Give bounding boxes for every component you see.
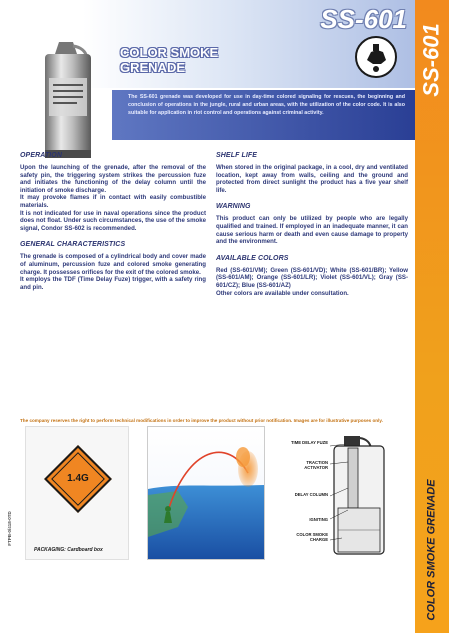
product-title: COLOR SMOKE GRENADE — [120, 45, 219, 75]
packaging-panel — [25, 426, 129, 560]
model-title: SS-601 — [320, 4, 407, 34]
general-paragraph: It employs the TDF (Time Delay Fuze) trigger, with a safety ring and pin. — [20, 276, 206, 291]
side-product-name: COLOR SMOKE GRENADE — [426, 479, 438, 621]
hand-grenade-icon — [357, 38, 395, 76]
side-model-code: SS-601 — [419, 23, 445, 97]
general-heading: GENERAL CHARACTERISTICS — [20, 241, 126, 249]
usage-illustration — [147, 426, 265, 560]
colors-paragraph: Red (SS-601/VM); Green (SS-601/VD); White (SS-601/BR); Yellow (SS-601/AM); Orange (SS-601/LR); Violet (SS-601/VL); Gray (SS-601/CZ); Blue (SS-601/AZ) — [216, 266, 408, 289]
colors-heading: AVAILABLE COLORS — [216, 254, 289, 262]
operation-paragraph: It is not indicated for use in naval operations since the product does not float. Under such circumstances, the use of the smoke signal, Condor SS-602 is recommended. — [20, 209, 206, 232]
soldier-figure — [165, 506, 171, 512]
operation-paragraph: Upon the launching of the grenade, after the removal of the safety pin, the triggering system strikes the percussion fuze and initiates the functioning of the delay column until the initiation of smoke discharge. — [20, 164, 206, 194]
intro-text: The SS-601 grenade was developed for use in day-time colored signaling for rescues, the beginning and conclusion of operations in the jungle, rural and urban areas, with the utilization of the color code. It is also suitable for application in riot control and operations against criminal activity. — [128, 94, 405, 117]
right-column — [216, 152, 408, 297]
operation-heading: OPERATION — [20, 152, 62, 159]
disclaimer: The company reserves the right to perform technical modifications in order to improve the product without prior notification. Images are for illustrative purposes only. — [20, 418, 383, 423]
intro-band — [112, 90, 415, 140]
side-model-block — [415, 0, 449, 120]
colors-paragraph: Other colors are available under consultation. — [216, 289, 349, 297]
cross-section-diagram — [282, 426, 402, 560]
label-igniting: IGNITING — [309, 517, 328, 522]
shelf-life-paragraph: When stored in the original package, in a cool, dry and ventilated location, kept away from walls, ceiling and the ground and protected from direct sunlight the product has a five year shelf life. — [216, 164, 408, 194]
label-time-delay-fuze: TIME DELAY FUZE — [291, 440, 328, 445]
packaging-label: PACKAGING: Cardboard box — [34, 547, 103, 553]
document-code-text: FTPB-0/418-0TD — [6, 510, 12, 546]
warning-heading: WARNING — [216, 203, 251, 211]
label-traction-activator: TRACTION ACTIVATOR — [304, 460, 328, 470]
hazard-class-label: 1.4G — [67, 473, 89, 484]
side-product-block — [415, 470, 449, 630]
general-paragraph: The grenade is composed of a cylindrical body and cover made of aluminum, percussion fuze and colored smoke generating charge. It possesses orifices for the exit of the colored smoke. — [20, 253, 206, 276]
operation-paragraph: It may provoke flames if in contact with easily combustible materials. — [20, 194, 206, 209]
document-code — [2, 488, 16, 568]
side-banner — [415, 0, 449, 633]
hand-grenade-emblem — [355, 36, 397, 78]
shelf-life-heading: SHELF LIFE — [216, 152, 258, 159]
warning-paragraph: This product can only be utilized by people who are legally qualified and trained. If employed in an inadequate manner, it can cause serious harm or death and even cause damage to property and the environment. — [216, 215, 408, 246]
grenade-photo — [33, 38, 103, 163]
label-color-smoke-charge: COLOR SMOKE CHARGE — [296, 532, 328, 542]
label-delay-column: DELAY COLUMN — [294, 492, 328, 497]
left-column — [20, 152, 206, 291]
